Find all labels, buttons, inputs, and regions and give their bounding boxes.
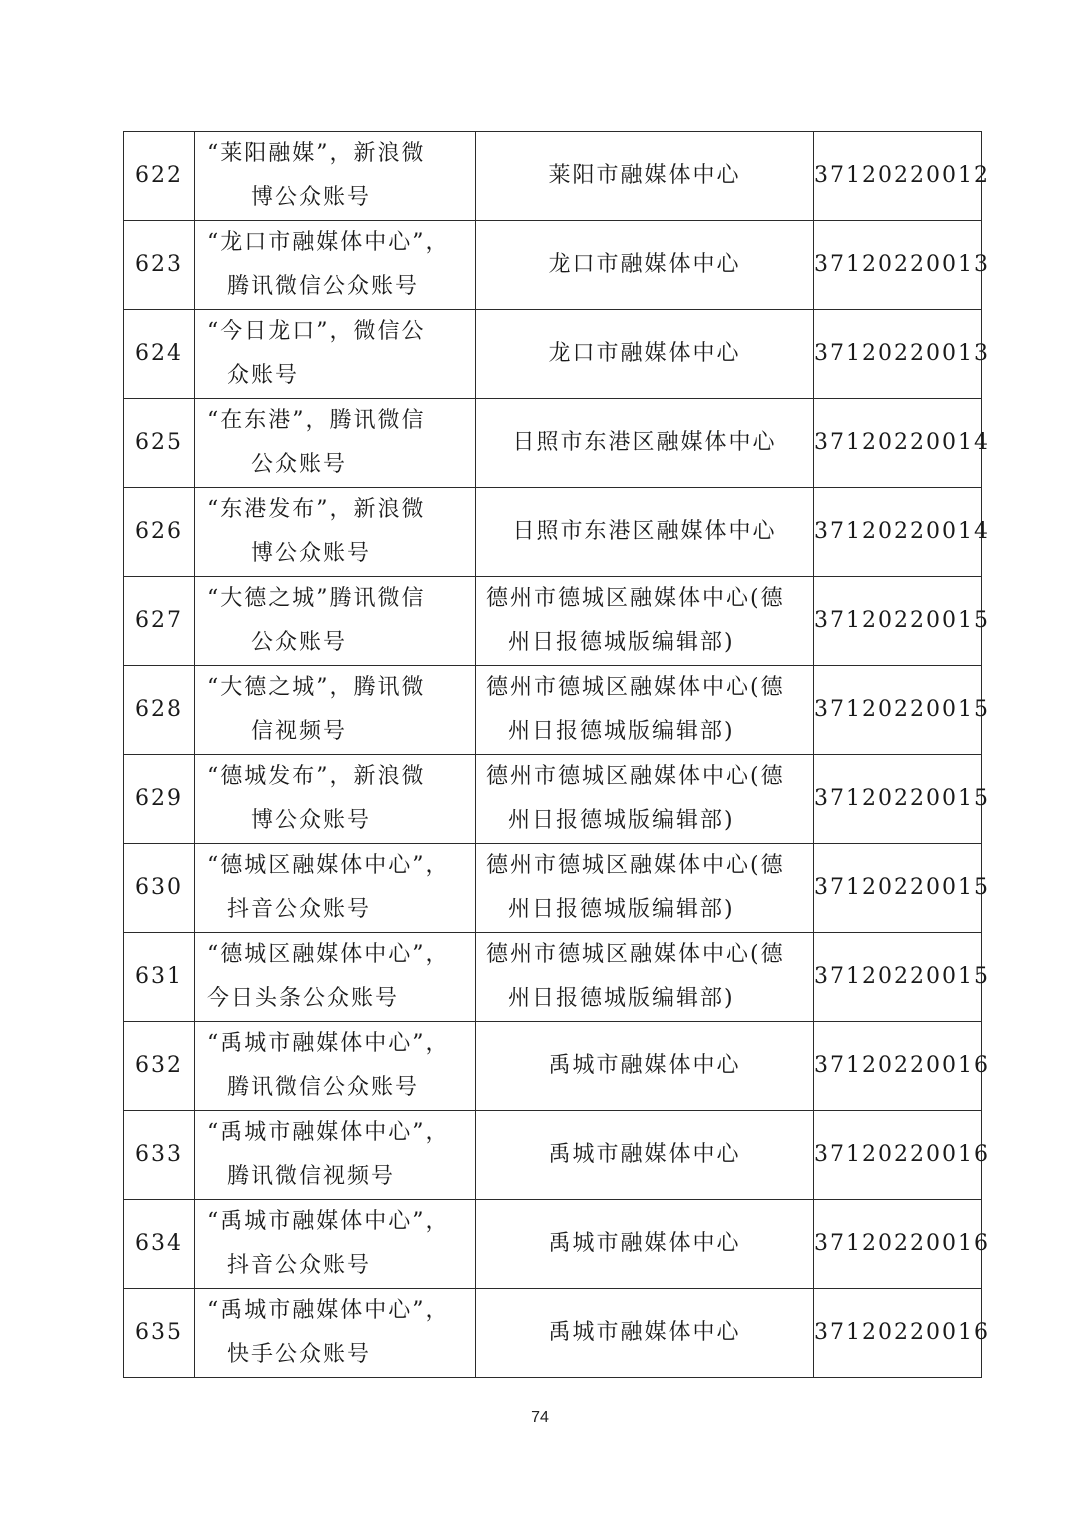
registration-code: 37120220016 bbox=[814, 1111, 982, 1200]
account-name-line: “在东港”，腾讯微信 bbox=[207, 408, 426, 433]
organization bbox=[476, 1200, 814, 1289]
account-name-line: “禹城市融媒体中心”， bbox=[207, 1298, 450, 1323]
registration-code: 37120220016 bbox=[814, 1289, 982, 1378]
account-name-line: “禹城市融媒体中心”， bbox=[207, 1209, 450, 1234]
account-name-line: 信视频号 bbox=[251, 719, 348, 744]
organization-line: 龙口市融媒体中心 bbox=[548, 252, 741, 277]
account-name-line: “龙口市融媒体中心”， bbox=[207, 230, 450, 255]
table-row bbox=[124, 221, 982, 310]
organization-line: 州日报德城版编辑部) bbox=[508, 986, 735, 1011]
account-name-line: “禹城市融媒体中心”， bbox=[207, 1120, 450, 1145]
organization-line: 德州市德城区融媒体中心(德 bbox=[486, 942, 785, 967]
account-name-line: “莱阳融媒”，新浪微 bbox=[207, 141, 426, 166]
account-name bbox=[195, 577, 476, 666]
registration-code: 37120220013 bbox=[814, 310, 982, 399]
row-number: 630 bbox=[124, 844, 195, 933]
organization-line: 德州市德城区融媒体中心(德 bbox=[486, 675, 785, 700]
registration-code: 37120220016 bbox=[814, 1022, 982, 1111]
account-name bbox=[195, 1111, 476, 1200]
account-name-line: 腾讯微信公众账号 bbox=[227, 1075, 420, 1100]
table-row bbox=[124, 132, 982, 221]
account-name-line: “今日龙口”，微信公 bbox=[207, 319, 426, 344]
account-name bbox=[195, 1022, 476, 1111]
account-name-line: 抖音公众账号 bbox=[227, 897, 372, 922]
account-name-line: 公众账号 bbox=[251, 452, 348, 477]
table-row bbox=[124, 1289, 982, 1378]
registration-code: 37120220015 bbox=[814, 844, 982, 933]
table-row bbox=[124, 1200, 982, 1289]
registration-code: 37120220015 bbox=[814, 666, 982, 755]
row-number: 635 bbox=[124, 1289, 195, 1378]
row-number: 631 bbox=[124, 933, 195, 1022]
organization-line: 德州市德城区融媒体中心(德 bbox=[486, 853, 785, 878]
organization-line: 德州市德城区融媒体中心(德 bbox=[486, 586, 785, 611]
table-row bbox=[124, 755, 982, 844]
row-number: 632 bbox=[124, 1022, 195, 1111]
organization bbox=[476, 1289, 814, 1378]
registration-code: 37120220014 bbox=[814, 488, 982, 577]
table-row bbox=[124, 844, 982, 933]
account-name-line: 博公众账号 bbox=[251, 541, 372, 566]
account-name bbox=[195, 755, 476, 844]
account-name bbox=[195, 399, 476, 488]
account-name-line: “大德之城”腾讯微信 bbox=[207, 586, 426, 611]
account-name-line: 快手公众账号 bbox=[227, 1342, 372, 1367]
table-row bbox=[124, 933, 982, 1022]
row-number: 633 bbox=[124, 1111, 195, 1200]
organization-line: 州日报德城版编辑部) bbox=[508, 897, 735, 922]
organization-line: 禹城市融媒体中心 bbox=[548, 1320, 741, 1345]
account-name bbox=[195, 933, 476, 1022]
account-name-line: “德城区融媒体中心”， bbox=[207, 942, 450, 967]
organization-line: 日照市东港区融媒体中心 bbox=[512, 430, 777, 455]
organization-line: 龙口市融媒体中心 bbox=[548, 341, 741, 366]
registration-code: 37120220013 bbox=[814, 221, 982, 310]
organization bbox=[476, 310, 814, 399]
account-name bbox=[195, 488, 476, 577]
account-name bbox=[195, 844, 476, 933]
account-name-line: 腾讯微信视频号 bbox=[227, 1164, 396, 1189]
row-number: 625 bbox=[124, 399, 195, 488]
organization bbox=[476, 488, 814, 577]
table-row bbox=[124, 666, 982, 755]
account-name-line: 博公众账号 bbox=[251, 185, 372, 210]
row-number: 634 bbox=[124, 1200, 195, 1289]
account-name bbox=[195, 132, 476, 221]
organization bbox=[476, 221, 814, 310]
account-name bbox=[195, 221, 476, 310]
registration-code: 37120220016 bbox=[814, 1200, 982, 1289]
table-row bbox=[124, 310, 982, 399]
account-name bbox=[195, 666, 476, 755]
organization-line: 州日报德城版编辑部) bbox=[508, 630, 735, 655]
registration-code: 37120220015 bbox=[814, 755, 982, 844]
organization-line: 德州市德城区融媒体中心(德 bbox=[486, 764, 785, 789]
organization-line: 州日报德城版编辑部) bbox=[508, 808, 735, 833]
account-name-line: “禹城市融媒体中心”， bbox=[207, 1031, 450, 1056]
organization bbox=[476, 1022, 814, 1111]
organization bbox=[476, 1111, 814, 1200]
account-name-line: 腾讯微信公众账号 bbox=[227, 274, 420, 299]
organization bbox=[476, 399, 814, 488]
row-number: 626 bbox=[124, 488, 195, 577]
registration-code: 37120220014 bbox=[814, 399, 982, 488]
table-row bbox=[124, 1022, 982, 1111]
row-number: 623 bbox=[124, 221, 195, 310]
page-number: 74 bbox=[531, 1409, 549, 1426]
row-number: 624 bbox=[124, 310, 195, 399]
organization-line: 禹城市融媒体中心 bbox=[548, 1231, 741, 1256]
organization bbox=[476, 755, 814, 844]
organization bbox=[476, 577, 814, 666]
row-number: 629 bbox=[124, 755, 195, 844]
row-number: 628 bbox=[124, 666, 195, 755]
table-row bbox=[124, 488, 982, 577]
registration-code: 37120220015 bbox=[814, 577, 982, 666]
organization-line: 禹城市融媒体中心 bbox=[548, 1053, 741, 1078]
organization bbox=[476, 132, 814, 221]
registry-table-body bbox=[124, 132, 990, 1378]
registry-table bbox=[123, 131, 990, 1378]
account-name-line: 博公众账号 bbox=[251, 808, 372, 833]
organization-line: 莱阳市融媒体中心 bbox=[548, 163, 741, 188]
organization bbox=[476, 844, 814, 933]
table-row bbox=[124, 577, 982, 666]
account-name-line: 公众账号 bbox=[251, 630, 348, 655]
account-name bbox=[195, 1289, 476, 1378]
organization-line: 州日报德城版编辑部) bbox=[508, 719, 735, 744]
organization bbox=[476, 666, 814, 755]
table-row bbox=[124, 1111, 982, 1200]
table-row bbox=[124, 399, 982, 488]
account-name-line: 抖音公众账号 bbox=[227, 1253, 372, 1278]
organization-line: 日照市东港区融媒体中心 bbox=[512, 519, 777, 544]
account-name-line: “德城发布”，新浪微 bbox=[207, 764, 426, 789]
account-name-line: 今日头条公众账号 bbox=[207, 986, 400, 1011]
account-name bbox=[195, 1200, 476, 1289]
account-name-line: “大德之城”，腾讯微 bbox=[207, 675, 426, 700]
row-number: 627 bbox=[124, 577, 195, 666]
organization bbox=[476, 933, 814, 1022]
registration-code: 37120220015 bbox=[814, 933, 982, 1022]
account-name-line: “德城区融媒体中心”， bbox=[207, 853, 450, 878]
account-name bbox=[195, 310, 476, 399]
account-name-line: “东港发布”，新浪微 bbox=[207, 497, 426, 522]
registration-code: 37120220012 bbox=[814, 132, 982, 221]
organization-line: 禹城市融媒体中心 bbox=[548, 1142, 741, 1167]
account-name-line: 众账号 bbox=[227, 363, 300, 388]
row-number: 622 bbox=[124, 132, 195, 221]
